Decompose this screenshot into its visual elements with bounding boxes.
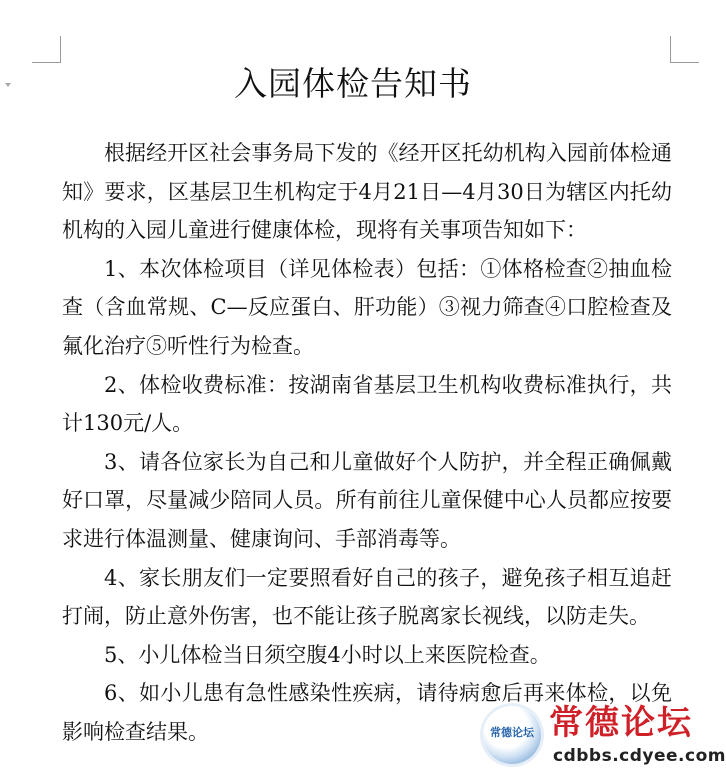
watermark-url: cdbbs.cdyee.com xyxy=(553,746,726,766)
paragraph-item-5: 5、小儿体检当日须空腹4小时以上来医院检查。 xyxy=(104,642,551,667)
crop-mark-top-left xyxy=(32,36,61,63)
paragraph-item-4: 4、家长朋友们一定要照看好自己的孩子，避免孩子相互追赶打闹，防止意外伤害，也不能让孩子脱离家长视线，以防走失。 xyxy=(62,565,672,629)
paragraph-item-2: 2、体检收费标准：按湖南省基层卫生机构收费标准执行，共计130元/人。 xyxy=(62,372,672,436)
crop-mark-top-right xyxy=(670,36,699,63)
watermark-brand: 常德论坛 xyxy=(549,703,693,743)
paragraph-item-3: 3、请各位家长为自己和儿童做好个人防护，并全程正确佩戴好口罩，尽量减少陪同人员。所有前往儿童保健中心人员都应按要求进行体温测量、健康询问、手部消毒等。 xyxy=(62,449,672,551)
forum-logo-badge-icon xyxy=(483,706,541,764)
forum-watermark xyxy=(477,700,726,780)
paragraph-item-1: 1、本次体检项目（详见体检表）包括：①体格检查②抽血检查（含血常规、C—反应蛋白、肝功能）③视力筛查④口腔检查及氟化治疗⑤听性行为检查。 xyxy=(62,256,672,358)
paragraph-item-6: 6、如小儿患有急性感染性疾病，请待病愈后再来体检，以免影响检查结果。 xyxy=(62,681,672,744)
document-body xyxy=(62,134,672,752)
badge-text: 常德论坛 xyxy=(490,726,534,739)
paragraph-intro: 根据经开区社会事务局下发的《经开区托幼机构入园前体检通知》要求，区基层卫生机构定于4月21日—4月30日为辖区内托幼机构的入园儿童进行健康体检，现将有关事项告知如下： xyxy=(62,141,672,243)
document-title: 入园体检告知书 xyxy=(234,64,472,103)
